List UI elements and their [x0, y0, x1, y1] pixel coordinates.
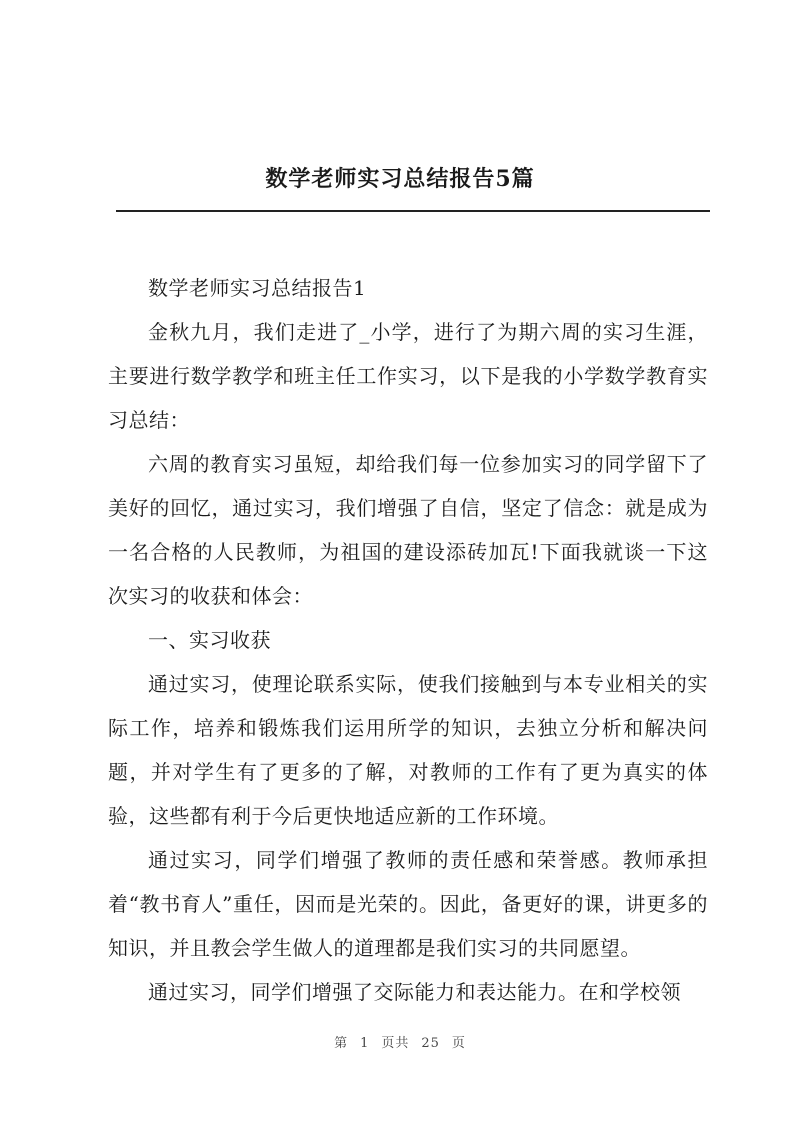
paragraph: 金秋九月，我们走进了_小学，进行了为期六周的实习生涯，主要进行数学教学和班主任工作实习，以下是我的小学数学教育实习总结：	[108, 320, 708, 432]
page-number-footer	[0, 1032, 800, 1051]
page-label-prefix: 第	[334, 1036, 349, 1051]
title-underline	[116, 210, 710, 212]
page-label-suffix: 页	[451, 1036, 466, 1051]
paragraph: 六周的教育实习虽短，却给我们每一位参加实习的同学留下了美好的回忆，通过实习，我们增强了自信，坚定了信念：就是成为一名合格的人民教师，为祖国的建设添砖加瓦!下面我就谈一下这次实习的收获和体会：	[108, 452, 708, 608]
paragraph: 通过实习，使理论联系实际，使我们接触到与本专业相关的实际工作，培养和锻炼我们运用所学的知识，去独立分析和解决问题，并对学生有了更多的了解，对教师的工作有了更为真实的体验，这些都有利于今后更快地适应新的工作环境。	[108, 672, 708, 828]
document-title: 数学老师实习总结报告5篇	[265, 166, 535, 192]
page-label-mid: 页共	[381, 1036, 410, 1051]
section-heading: 数学老师实习总结报告1	[148, 276, 367, 300]
subsection-heading: 一、实习收获	[148, 628, 271, 652]
current-page-number: 1	[360, 1036, 370, 1051]
document-body	[108, 266, 708, 1014]
paragraph: 通过实习，同学们增强了教师的责任感和荣誉感。教师承担着“教书育人”重任，因而是光荣的。因此，备更好的课，讲更多的知识，并且教会学生做人的道理都是我们实习的共同愿望。	[108, 848, 708, 960]
total-pages-number: 25	[421, 1036, 440, 1051]
paragraph: 通过实习，同学们增强了交际能力和表达能力。在和学校领	[148, 980, 681, 1004]
